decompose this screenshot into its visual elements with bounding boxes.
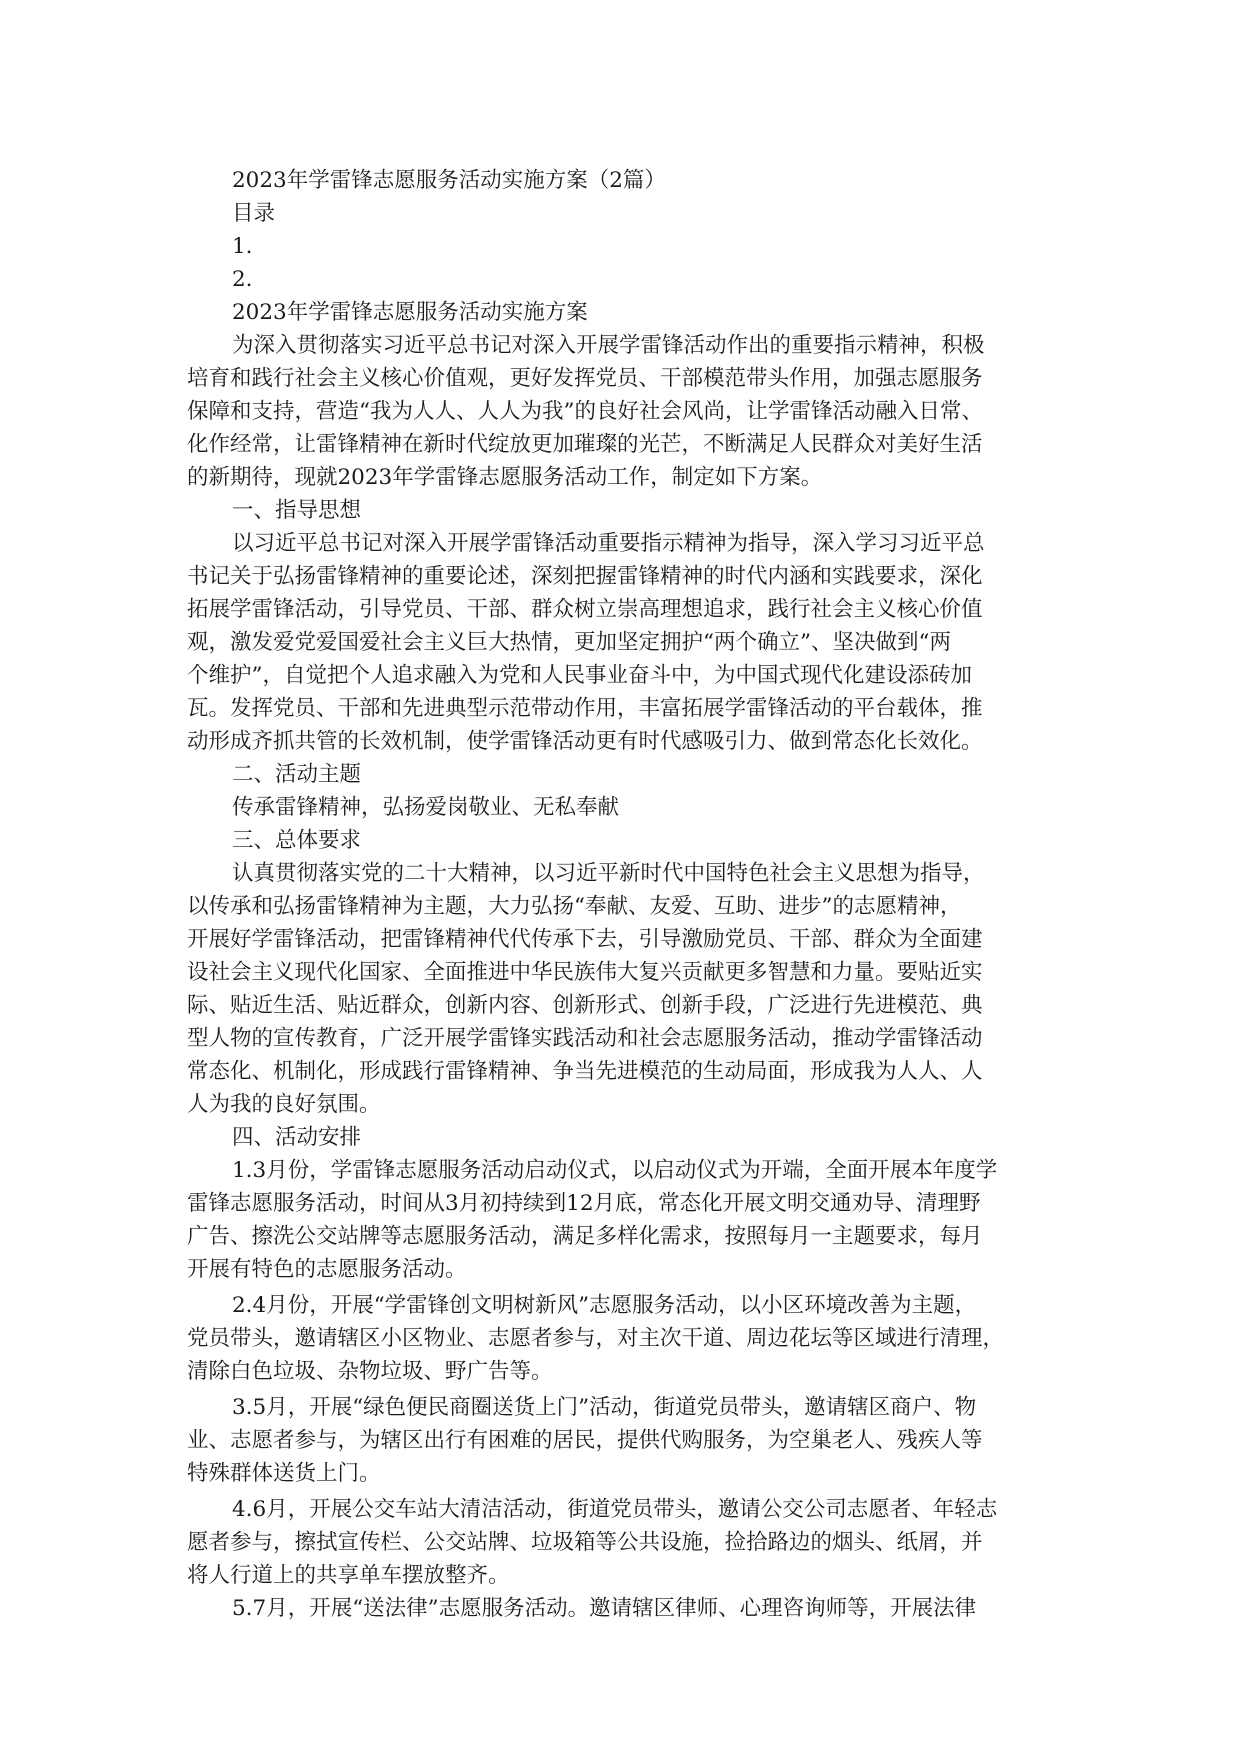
activity-item [0,1391,1240,1490]
paragraph-line: 瓦。发挥党员、干部和先进典型示范带动作用，丰富拓展学雷锋活动的平台载体，推 [187,696,983,721]
paragraph-line: 愿者参与，擦拭宣传栏、公交站牌、垃圾箱等公共设施，捡拾路边的烟头、纸屑，并 [187,1530,983,1555]
paragraph-line: 培育和践行社会主义核心价值观，更好发挥党员、干部模范带头作用，加强志愿服务 [187,366,983,391]
paragraph-line: 的新期待，现就2023年学雷锋志愿服务活动工作，制定如下方案。 [187,465,823,490]
section-heading: 二、活动主题 [232,762,362,787]
paragraph-line: 广告、擦洗公交站牌等志愿服务活动，满足多样化需求，按照每月一主题要求，每月 [187,1224,983,1249]
document-subtitle: 2023年学雷锋志愿服务活动实施方案 [232,300,588,325]
paragraph-line: 书记关于弘扬雷锋精神的重要论述，深刻把握雷锋精神的时代内涵和实践要求，深化 [187,564,983,589]
paragraph-line: 设社会主义现代化国家、全面推进中华民族伟大复兴贡献更多智慧和力量。要贴近实 [187,960,983,985]
paragraph-line: 5.7月，开展“送法律”志愿服务活动。邀请辖区律师、心理咨询师等，开展法律 [232,1596,977,1621]
paragraph-line: 个维护”，自觉把个人追求融入为党和人民事业奋斗中，为中国式现代化建设添砖加 [187,663,972,688]
section-paragraph [0,527,1240,758]
paragraph-line: 观，激发爱党爱国爱社会主义巨大热情，更加坚定拥护“两个确立”、坚决做到“两 [187,630,951,655]
section-paragraph: 传承雷锋精神，弘扬爱岗敬业、无私奉献 [232,795,620,820]
section-heading: 四、活动安排 [232,1125,362,1150]
paragraph-line: 人为我的良好氛围。 [187,1092,381,1117]
toc-label: 目录 [232,201,276,226]
paragraph-line: 3.5月，开展“绿色便民商圈送货上门”活动，街道党员带头，邀请辖区商户、物 [232,1395,977,1420]
paragraph-line: 1.3月份，学雷锋志愿服务活动启动仪式，以启动仪式为开端，全面开展本年度学 [232,1158,998,1183]
intro-paragraph [0,329,1240,494]
document-body [0,164,1240,1625]
paragraph-line: 清除白色垃圾、杂物垃圾、野广告等。 [187,1359,553,1384]
activity-item [0,1592,1240,1625]
activity-item [0,1289,1240,1388]
paragraph-line: 以习近平总书记对深入开展学雷锋活动重要指示精神为指导，深入学习习近平总 [232,531,985,556]
toc-item: 1. [232,234,253,259]
paragraph-line: 开展好学雷锋活动，把雷锋精神代代传承下去，引导激励党员、干部、群众为全面建 [187,927,983,952]
paragraph-line: 特殊群体送货上门。 [187,1461,381,1486]
paragraph-line: 化作经常，让雷锋精神在新时代绽放更加璀璨的光芒，不断满足人民群众对美好生活 [187,432,983,457]
section-heading: 一、指导思想 [232,498,362,523]
paragraph-line: 雷锋志愿服务活动，时间从3月初持续到12月底，常态化开展文明交通劝导、清理野 [187,1191,981,1216]
paragraph-line: 型人物的宣传教育，广泛开展学雷锋实践活动和社会志愿服务活动，推动学雷锋活动 [187,1026,983,1051]
paragraph-line: 以传承和弘扬雷锋精神为主题，大力弘扬“奉献、友爱、互助、进步”的志愿精神， [187,894,962,919]
paragraph-line: 拓展学雷锋活动，引导党员、干部、群众树立崇高理想追求，践行社会主义核心价值 [187,597,983,622]
toc-item: 2. [232,267,253,292]
activity-item [0,1154,1240,1286]
paragraph-line: 为深入贯彻落实习近平总书记对深入开展学雷锋活动作出的重要指示精神，积极 [232,333,985,358]
paragraph-line: 保障和支持，营造“我为人人、人人为我”的良好社会风尚，让学雷锋活动融入日常、 [187,399,983,424]
paragraph-line: 常态化、机制化，形成践行雷锋精神、争当先进模范的生动局面，形成我为人人、人 [187,1059,983,1084]
paragraph-line: 开展有特色的志愿服务活动。 [187,1257,467,1282]
paragraph-line: 将人行道上的共享单车摆放整齐。 [187,1563,510,1588]
paragraph-line: 业、志愿者参与，为辖区出行有困难的居民，提供代购服务，为空巢老人、残疾人等 [187,1428,983,1453]
activity-item [0,1493,1240,1592]
paragraph-line: 党员带头，邀请辖区小区物业、志愿者参与，对主次干道、周边花坛等区域进行清理， [187,1326,1005,1351]
document-title: 2023年学雷锋志愿服务活动实施方案（2篇） [232,168,666,193]
paragraph-line: 2.4月份，开展“学雷锋创文明树新风”志愿服务活动，以小区环境改善为主题， [232,1293,977,1318]
paragraph-line: 际、贴近生活、贴近群众，创新内容、创新形式、创新手段，广泛进行先进模范、典 [187,993,983,1018]
paragraph-line: 动形成齐抓共管的长效机制，使学雷锋活动更有时代感吸引力、做到常态化长效化。 [187,729,983,754]
paragraph-line: 4.6月，开展公交车站大清洁活动，街道党员带头，邀请公交公司志愿者、年轻志 [232,1497,998,1522]
section-heading: 三、总体要求 [232,828,362,853]
paragraph-line: 认真贯彻落实党的二十大精神，以习近平新时代中国特色社会主义思想为指导， [232,861,985,886]
section-paragraph [0,857,1240,1121]
